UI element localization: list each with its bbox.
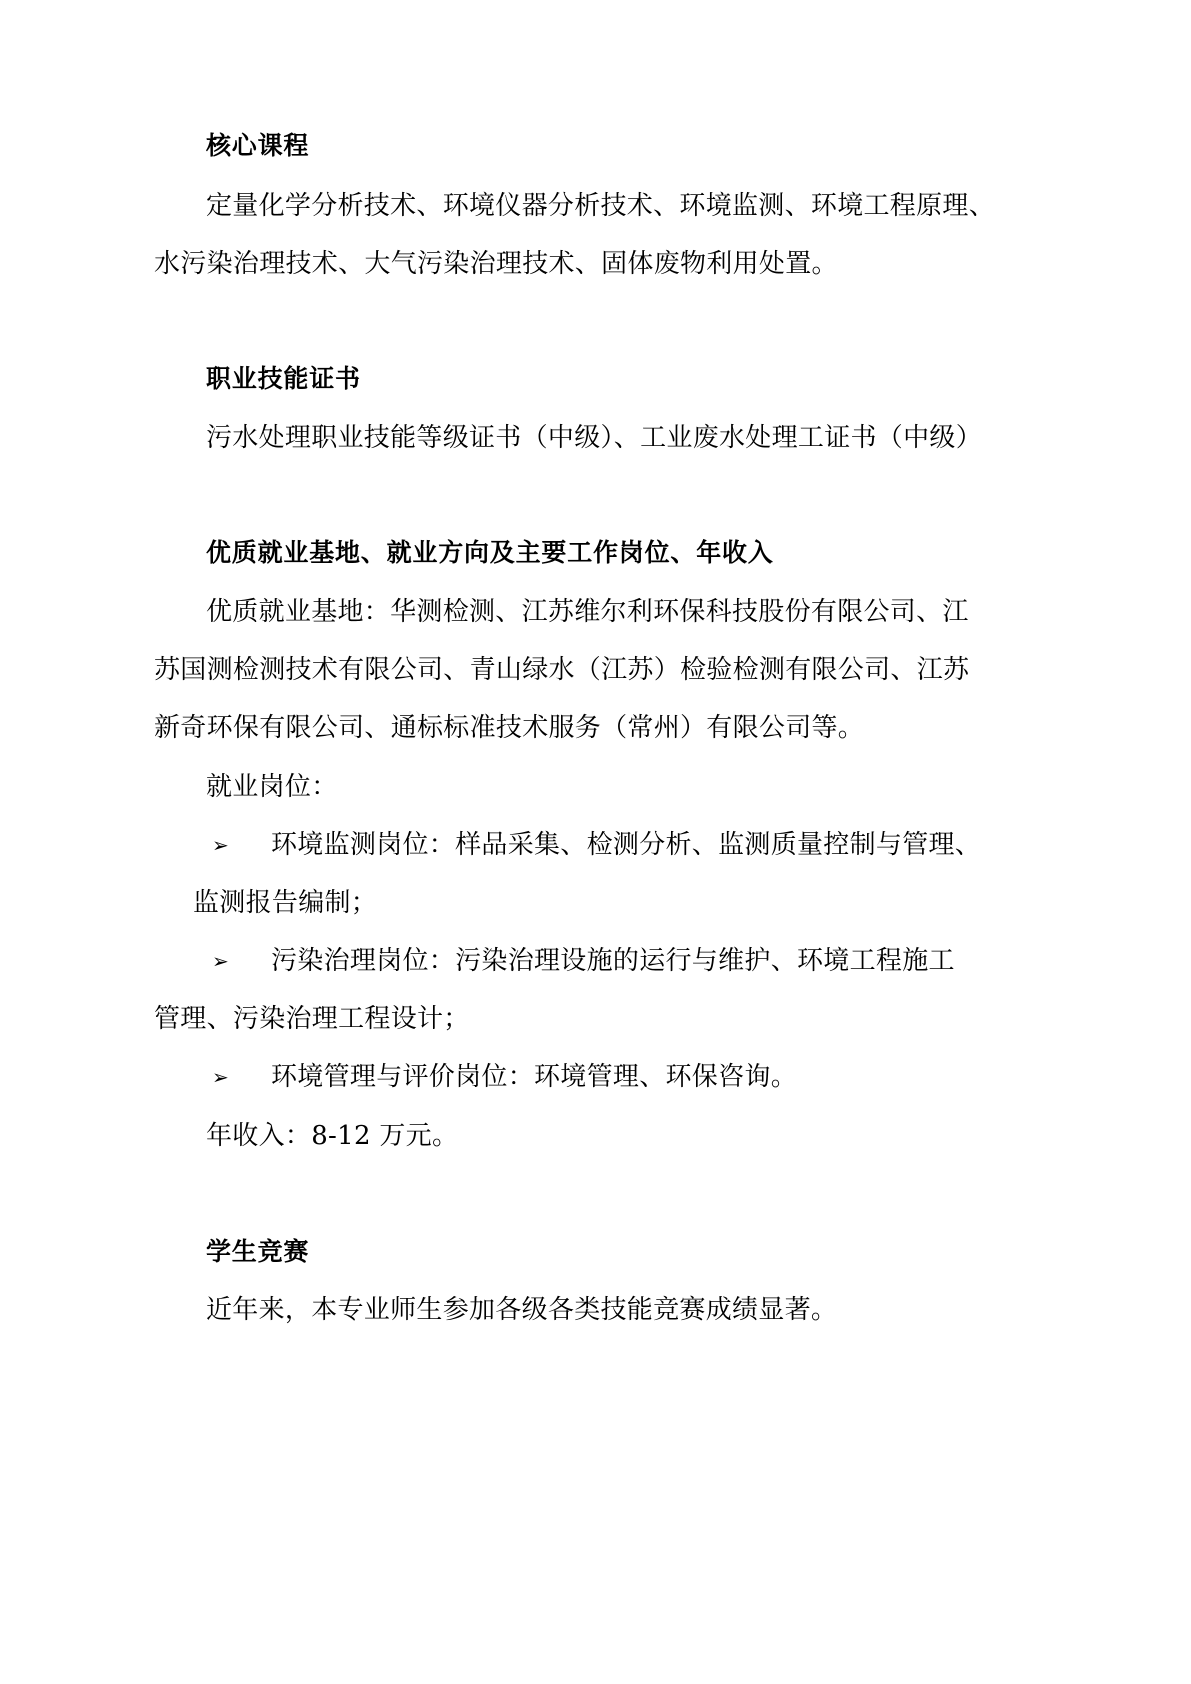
bullet-3-line-1: 环境管理与评价岗位：环境管理、环保咨询。 [271, 1062, 798, 1092]
competition-heading: 学生竞赛 [206, 1237, 310, 1266]
bullet-arrow-icon: ➢ [212, 949, 229, 973]
bullet-2-line-1: 污染治理岗位：污染治理设施的运行与维护、环境工程施工 [271, 946, 955, 976]
bullet-1-line-2: 监测报告编制； [193, 888, 378, 918]
core-courses-heading: 核心课程 [206, 131, 310, 160]
certificates-line-1: 污水处理职业技能等级证书（中级）、工业废水处理工证书（中级） [206, 423, 983, 453]
core-courses-line-2: 水污染治理技术、大气污染治理技术、固体废物利用处置。 [154, 249, 838, 279]
employment-base-line-3: 新奇环保有限公司、通标标准技术服务（常州）有限公司等。 [154, 713, 865, 743]
bullet-2-line-2: 管理、污染治理工程设计； [154, 1004, 470, 1034]
employment-heading: 优质就业基地、就业方向及主要工作岗位、年收入 [206, 538, 774, 567]
bullet-arrow-icon: ➢ [212, 1065, 229, 1089]
employment-base-line-1: 优质就业基地：华测检测、江苏维尔利环保科技股份有限公司、江 [206, 597, 969, 627]
annual-income: 年收入：8-12 万元。 [206, 1121, 459, 1151]
employment-base-line-2: 苏国测检测技术有限公司、青山绿水（江苏）检验检测有限公司、江苏 [154, 655, 970, 685]
bullet-1-line-1: 环境监测岗位：样品采集、检测分析、监测质量控制与管理、 [271, 830, 982, 860]
bullet-arrow-icon: ➢ [212, 833, 229, 857]
core-courses-line-1: 定量化学分析技术、环境仪器分析技术、环境监测、环境工程原理、 [206, 191, 996, 221]
certificates-heading: 职业技能证书 [206, 364, 361, 393]
positions-label: 就业岗位： [206, 772, 338, 802]
competition-line-1: 近年来，本专业师生参加各级各类技能竞赛成绩显著。 [206, 1295, 838, 1325]
